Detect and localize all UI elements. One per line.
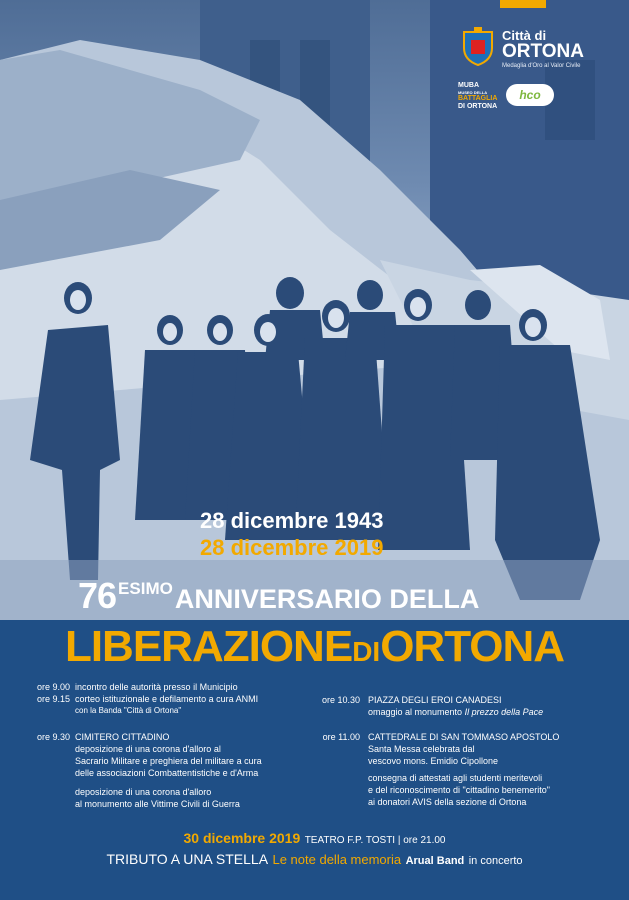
city-name-line2: ORTONA (502, 41, 584, 62)
anniversary-text: ANNIVERSARIO DELLA (174, 584, 480, 614)
city-crest-icon (462, 26, 494, 66)
band-suffix: in concerto (468, 855, 523, 867)
concert-date-line (0, 830, 629, 848)
anniversary-suffix: ESIMO (118, 579, 173, 598)
hco-logo: hco (506, 84, 554, 106)
title-liberazione: LIBERAZIONE (64, 622, 353, 671)
concert-title-line (0, 851, 629, 869)
anniversary-heading (78, 575, 479, 617)
concert-date: 30 dicembre 2019 (183, 830, 301, 846)
main-title (0, 622, 629, 672)
city-name-line1: Città di (502, 28, 547, 43)
muba-logo: MUBA MUSEO DELLA BATTAGLIA DI ORTONA (458, 82, 498, 110)
band-name: Arual Band (405, 855, 465, 867)
photo-credit-right (617, 280, 623, 520)
concert-venue: TEATRO F.P. TOSTI | ore 21.00 (304, 835, 446, 846)
date-1943: 28 dicembre 1943 (200, 508, 384, 533)
poster: Città di ORTONA Medaglia d'Oro al Valor Civile MUBA MUSEO DELLA BATTAGLIA DI ORTONA hco 28 dicembre 1943 28 dicembre 2019 76 ESIMOANNIVERSARIO DELLA LIBERAZIONEDIORTONA ore 9.00 incontro delle autorità presso il Municipio ore 9.15 corteo istituzionale e defilamento a cura ANMI con la Banda "Città di Ortona" ore 9.30 CIMITERO CITTADINO deposizione di una corona d'alloro al Sacrario Militare e preghiera del militare a cura delle associazioni Combattentistiche e d'Arma deposizione di una corona d'alloro al monumento alle Vittime Civili di Guerra ore 10.30 PIAZZA DEGLI EROI CANADESI omaggio al monumento Il prezzo della Pace ore 11.00 CATTEDRALE DI SAN TOMMASO APOSTOLO Santa Messa celebrata dal vescovo mons. Emidio Cipollone consegna di attestati agli studenti meritevoli e del riconoscimento di "cittadino benemerito" ai donatori AVIS della sezione di Ortona 30 dicembre 2019 TEATRO F.P. TOSTI | ore 21.00 TRIBUTO A UNA STELLA Le note della memoria Arual Band in concerto (0, 0, 629, 900)
date-2019: 28 dicembre 2019 (200, 535, 384, 560)
tribute-subtitle: Le note della memoria (272, 852, 402, 867)
anniversary-number: 76 (78, 575, 117, 616)
title-ortona: ORTONA (380, 622, 565, 671)
title-di: DI (352, 636, 381, 667)
tribute-title: TRIBUTO A UNA STELLA (106, 851, 269, 867)
logos (458, 22, 623, 112)
accent-bar (500, 0, 546, 8)
medal-caption: Medaglia d'Oro al Valor Civile (502, 63, 581, 69)
photo-credit-left (8, 280, 14, 520)
